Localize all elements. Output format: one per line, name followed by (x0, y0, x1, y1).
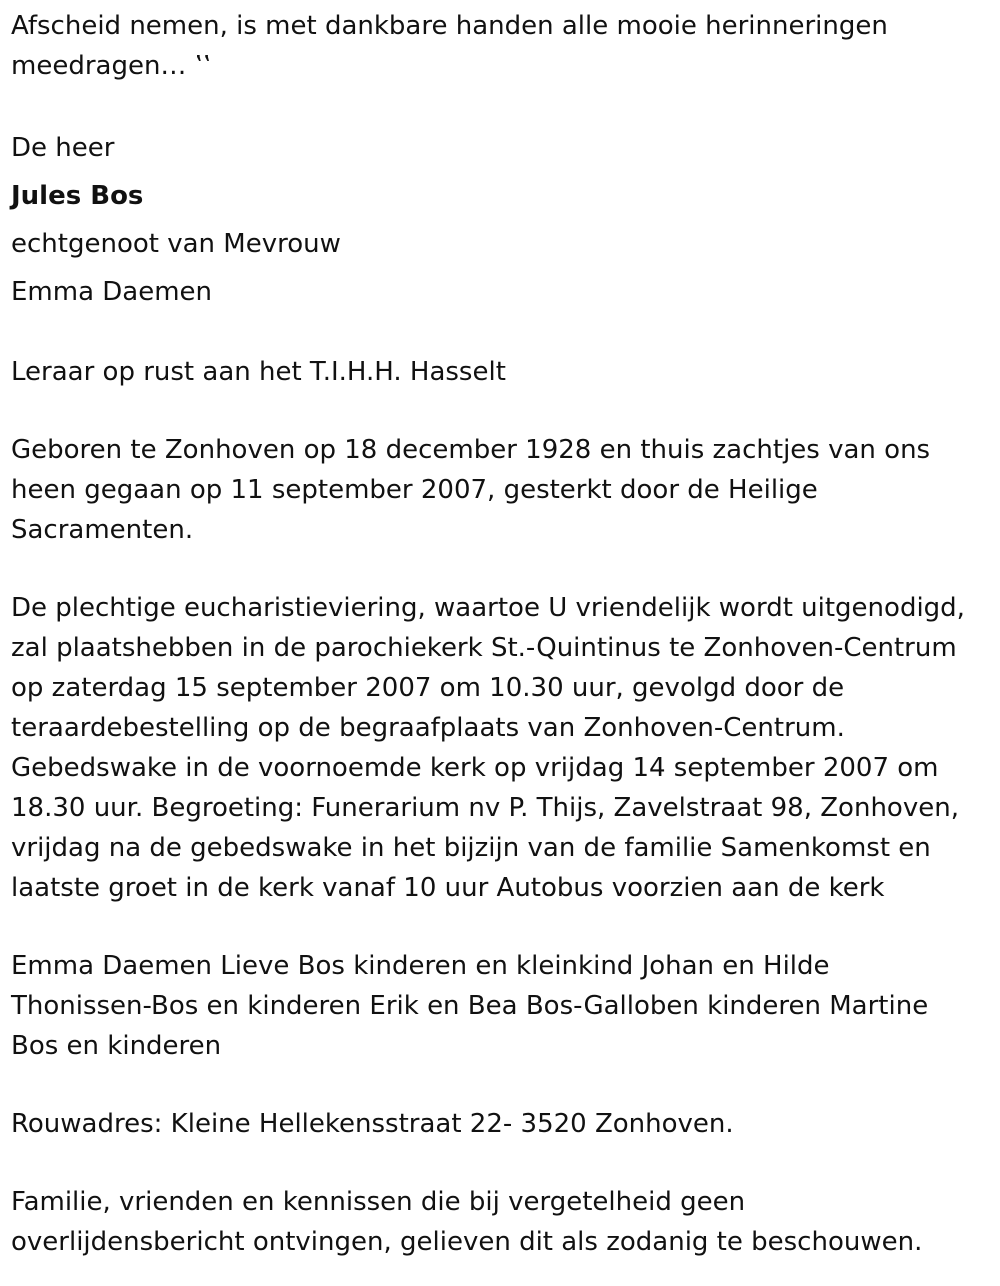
ceremony-paragraph (11, 588, 990, 908)
birth-death-line-3: Sacramenten. (11, 515, 194, 545)
birth-death-line-2: heen gegaan op 11 september 2007, gesterkt door de Heilige (11, 475, 818, 505)
spacer (11, 908, 990, 946)
family-line-3: Bos en kinderen (11, 1031, 222, 1061)
spacer (11, 392, 990, 430)
ceremony-line-8: laatste groet in de kerk vanaf 10 uur Autobus voorzien aan de kerk (11, 873, 885, 903)
family-paragraph (11, 946, 990, 1066)
birth-death-paragraph (11, 430, 990, 550)
spacer (11, 550, 990, 588)
intro-quote (11, 6, 990, 86)
profession: Leraar op rust aan het T.I.H.H. Hasselt (11, 357, 506, 387)
closing-line-2: overlijdensbericht ontvingen, gelieven dit als zodanig te beschouwen. (11, 1227, 923, 1257)
intro-line-1: Afscheid nemen, is met dankbare handen alle mooie herinneringen (11, 11, 888, 41)
intro-line-2: meedragen… ‛‛ (11, 51, 212, 81)
deceased-block (11, 124, 990, 316)
ceremony-line-6: 18.30 uur. Begroeting: Funerarium nv P. Thijs, Zavelstraat 98, Zonhoven, (11, 793, 959, 823)
family-line-2: Thonissen-Bos en kinderen Erik en Bea Bos-Galloben kinderen Martine (11, 991, 929, 1021)
closing-line-1: Familie, vrienden en kennissen die bij vergetelheid geen (11, 1187, 746, 1217)
family-line-1: Emma Daemen Lieve Bos kinderen en kleinkind Johan en Hilde (11, 951, 830, 981)
ceremony-line-7: vrijdag na de gebedswake in het bijzijn van de familie Samenkomst en (11, 833, 931, 863)
spouse-name: Emma Daemen (11, 277, 213, 307)
mourning-address: Rouwadres: Kleine Hellekensstraat 22- 3520 Zonhoven. (11, 1109, 734, 1139)
spacer (11, 86, 990, 124)
ceremony-line-1: De plechtige eucharistieviering, waartoe U vriendelijk wordt uitgenodigd, (11, 593, 965, 623)
ceremony-line-4: teraardebestelling op de begraafplaats van Zonhoven-Centrum. (11, 713, 845, 743)
ceremony-line-2: zal plaatshebben in de parochiekerk St.-Quintinus te Zonhoven-Centrum (11, 633, 957, 663)
deceased-title: De heer (11, 133, 115, 163)
spacer (11, 1066, 990, 1104)
ceremony-line-3: op zaterdag 15 september 2007 om 10.30 uur, gevolgd door de (11, 673, 845, 703)
closing-paragraph (11, 1182, 990, 1262)
birth-death-line-1: Geboren te Zonhoven op 18 december 1928 en thuis zachtjes van ons (11, 435, 931, 465)
deceased-relation: echtgenoot van Mevrouw (11, 229, 341, 259)
spacer (11, 316, 990, 352)
spacer (11, 1144, 990, 1182)
deceased-name: Jules Bos (11, 181, 144, 211)
ceremony-line-5: Gebedswake in de voornoemde kerk op vrijdag 14 september 2007 om (11, 753, 939, 783)
